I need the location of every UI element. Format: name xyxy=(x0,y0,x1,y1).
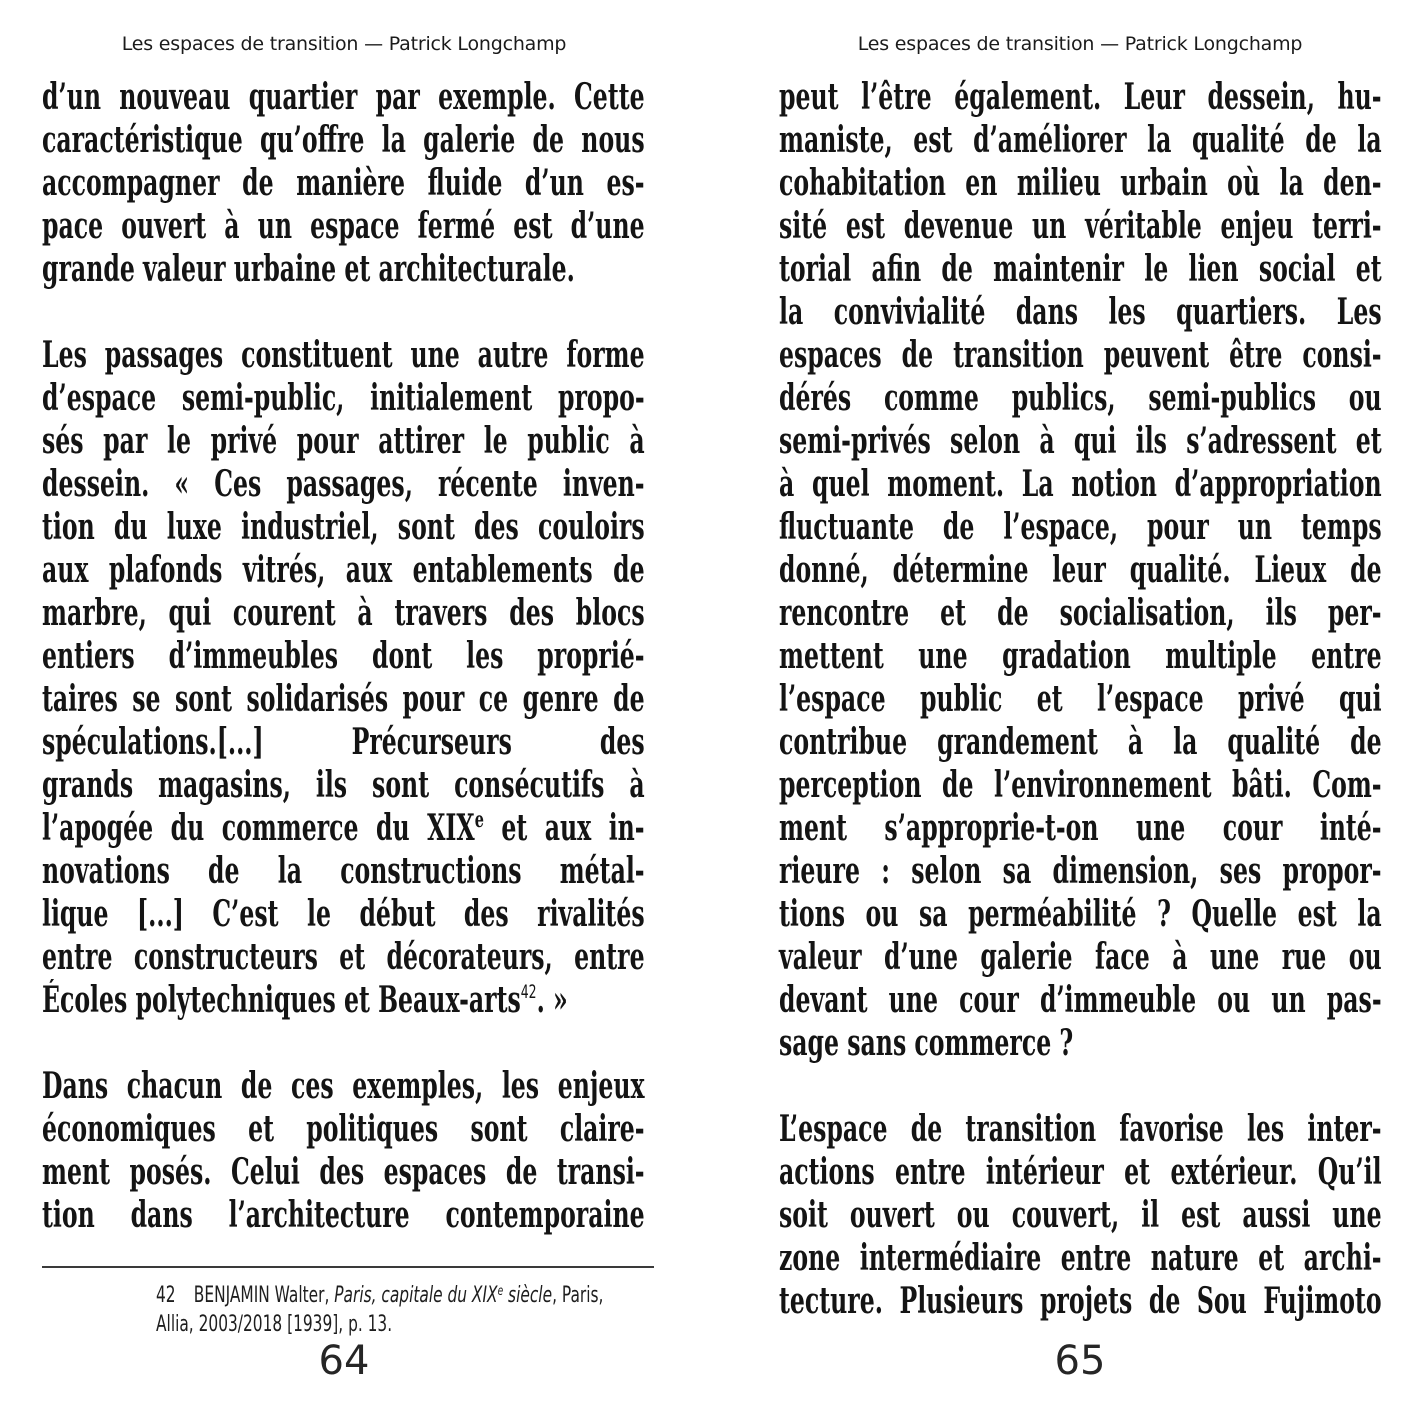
page-65 xyxy=(779,0,1381,1417)
text-segment: rencontre et de socialisation, ils per- xyxy=(779,592,1382,634)
text-segment: économiques et politiques sont claire- xyxy=(42,1108,645,1150)
footnote-rule xyxy=(42,1266,654,1268)
text-line xyxy=(42,463,645,506)
text-line xyxy=(42,764,645,807)
text-line xyxy=(42,678,645,721)
text-segment: rieure : selon sa dimension, ses propor- xyxy=(779,850,1382,892)
text-line xyxy=(42,1151,645,1194)
text-segment: mettent une gradation multiple entre xyxy=(779,635,1382,677)
text-segment: Écoles polytechniques et Beaux-arts xyxy=(42,979,521,1021)
text-segment: et aux in- xyxy=(483,807,645,849)
text-line xyxy=(779,1194,1382,1237)
text-line xyxy=(42,635,645,678)
text-segment: , Paris, xyxy=(552,1283,604,1308)
text-segment-isup: e xyxy=(497,1284,504,1299)
text-line xyxy=(42,420,645,463)
text-line xyxy=(42,850,645,893)
text-segment: valeur d’une galerie face à une rue ou xyxy=(779,936,1382,978)
text-line xyxy=(779,420,1382,463)
text-line xyxy=(779,807,1382,850)
text-segment: espaces de transition peuvent être consi- xyxy=(779,334,1382,376)
text-segment: tion dans l’architecture contemporaine xyxy=(42,1194,645,1236)
text-line xyxy=(42,334,645,377)
text-line xyxy=(779,764,1382,807)
text-line xyxy=(42,1065,645,1108)
text-segment: semi-privés selon à qui ils s’adressent et xyxy=(779,420,1382,462)
text-segment: Dans chacun de ces exemples, les enjeux xyxy=(42,1065,645,1107)
text-segment: accompagner de manière fluide d’un es- xyxy=(42,162,645,204)
page-body-text xyxy=(779,76,1417,1323)
text-segment: fluctuante de l’espace, pour un temps xyxy=(779,506,1382,548)
footnote xyxy=(156,1281,856,1339)
text-segment: devant une cour d’immeuble ou un pas- xyxy=(779,979,1382,1021)
text-line xyxy=(42,377,645,420)
footnote-line: Allia, 2003/2018 [1939], p. 13. xyxy=(156,1312,393,1337)
text-segment: novations de la constructions métal- xyxy=(42,850,645,892)
text-line xyxy=(42,1194,645,1237)
text-line xyxy=(779,678,1382,721)
text-segment: d’un nouveau quartier par exemple. Cette xyxy=(42,76,645,118)
text-segment: spéculations.[...] Précurseurs des xyxy=(42,721,645,763)
text-segment: dessein. « Ces passages, récente inven- xyxy=(42,463,645,505)
text-segment: l’apogée du commerce du XIX xyxy=(42,807,475,849)
paragraph xyxy=(779,1108,1417,1323)
text-segment: l’espace public et l’espace privé qui xyxy=(779,678,1382,720)
text-segment-sup: 42 xyxy=(520,981,537,1003)
text-line xyxy=(779,1280,1382,1323)
text-segment: lique [...] C’est le début des rivalités xyxy=(42,893,645,935)
text-segment-supb: e xyxy=(474,807,484,833)
text-line xyxy=(42,721,645,764)
text-segment: maniste, est d’améliorer la qualité de la xyxy=(779,119,1382,161)
footnote-line xyxy=(156,1281,646,1310)
text-line xyxy=(42,979,645,1022)
text-segment: entre constructeurs et décorateurs, entre xyxy=(42,936,645,978)
text-segment: zone intermédiaire entre nature et archi- xyxy=(779,1237,1382,1279)
text-segment: tion du luxe industriel, sont des couloirs xyxy=(42,506,645,548)
text-line xyxy=(779,119,1382,162)
text-segment: sage sans commerce ? xyxy=(779,1022,1074,1064)
text-segment: actions entre intérieur et extérieur. Qu’il xyxy=(779,1151,1382,1193)
text-line xyxy=(42,936,645,979)
text-line xyxy=(779,1151,1382,1194)
text-segment: dérés comme publics, semi-publics ou xyxy=(779,377,1382,419)
text-line xyxy=(42,592,645,635)
text-segment: entiers d’immeubles dont les proprié- xyxy=(42,635,645,677)
running-header: Les espaces de transition — Patrick Longchamp xyxy=(121,33,567,55)
text-line xyxy=(779,592,1382,635)
text-line xyxy=(779,162,1382,205)
text-segment: ment s’approprie-t-on une cour inté- xyxy=(779,807,1382,849)
text-segment: ment posés. Celui des espaces de transi- xyxy=(42,1151,645,1193)
text-segment: sité est devenue un véritable enjeu terri- xyxy=(779,205,1382,247)
page-number: 65 xyxy=(1054,1338,1106,1384)
text-segment: L’espace de transition favorise les inter- xyxy=(779,1108,1382,1150)
text-line xyxy=(779,850,1382,893)
text-line xyxy=(779,1108,1382,1151)
text-segment: sés par le privé pour attirer le public à xyxy=(42,420,645,462)
text-line xyxy=(42,162,645,205)
text-line xyxy=(779,291,1382,334)
text-line xyxy=(42,1108,645,1151)
text-line xyxy=(42,76,645,119)
text-segment: la convivialité dans les quartiers. Les xyxy=(779,291,1382,333)
text-segment: tions ou sa perméabilité ? Quelle est la xyxy=(779,893,1382,935)
text-segment: tecture. Plusieurs projets de Sou Fujimoto xyxy=(779,1280,1382,1322)
text-segment: soit ouvert ou couvert, il est aussi une xyxy=(779,1194,1382,1236)
text-segment-fnnum: 42 xyxy=(156,1283,176,1308)
text-segment: d’espace semi-public, initialement propo- xyxy=(42,377,645,419)
text-segment: Les passages constituent une autre forme xyxy=(42,334,645,376)
text-line xyxy=(779,1237,1382,1280)
text-segment: taires se sont solidarisés pour ce genre de xyxy=(42,678,645,720)
text-line xyxy=(779,721,1382,764)
text-line xyxy=(779,979,1382,1022)
text-line xyxy=(779,334,1382,377)
text-segment-i: siècle xyxy=(503,1283,553,1308)
text-line xyxy=(42,205,645,248)
text-segment: donné, détermine leur qualité. Lieux de xyxy=(779,549,1382,591)
running-header: Les espaces de transition — Patrick Longchamp xyxy=(857,33,1303,55)
paragraph xyxy=(779,76,1417,1065)
text-line xyxy=(779,248,1382,291)
text-line xyxy=(779,635,1382,678)
text-line xyxy=(42,893,645,936)
text-segment: marbre, qui courent à travers des blocs xyxy=(42,592,645,634)
text-segment: . » xyxy=(536,979,568,1021)
text-line xyxy=(779,549,1382,592)
text-line xyxy=(42,248,645,291)
text-segment: grands magasins, ils sont consécutifs à xyxy=(42,764,645,806)
text-segment: à quel moment. La notion d’appropriation xyxy=(779,463,1382,505)
text-line xyxy=(42,506,645,549)
text-line xyxy=(779,506,1382,549)
text-line xyxy=(779,76,1382,119)
text-segment: caractéristique qu’offre la galerie de nous xyxy=(42,119,645,161)
text-segment: pace ouvert à un espace fermé est d’une xyxy=(42,205,645,247)
text-line xyxy=(42,119,645,162)
text-line xyxy=(779,463,1382,506)
text-line xyxy=(779,893,1382,936)
text-segment: aux plafonds vitrés, aux entablements de xyxy=(42,549,645,591)
text-line xyxy=(779,936,1382,979)
text-segment-i: Paris, capitale du XIX xyxy=(334,1283,498,1308)
text-line xyxy=(779,377,1382,420)
text-segment: contribue grandement à la qualité de xyxy=(779,721,1382,763)
page-number: 64 xyxy=(318,1338,370,1384)
text-segment: peut l’être également. Leur dessein, hu- xyxy=(779,76,1382,118)
text-line xyxy=(42,549,645,592)
text-segment: torial afin de maintenir le lien social et xyxy=(779,248,1382,290)
text-line xyxy=(779,1022,1382,1065)
text-segment: grande valeur urbaine et architecturale. xyxy=(42,248,575,290)
text-segment: BENJAMIN Walter, xyxy=(193,1283,335,1308)
page-64 xyxy=(42,0,646,1417)
text-line xyxy=(779,205,1382,248)
text-segment: perception de l’environnement bâti. Com- xyxy=(779,764,1382,806)
text-segment: cohabitation en milieu urbain où la den- xyxy=(779,162,1382,204)
text-line xyxy=(42,807,645,850)
